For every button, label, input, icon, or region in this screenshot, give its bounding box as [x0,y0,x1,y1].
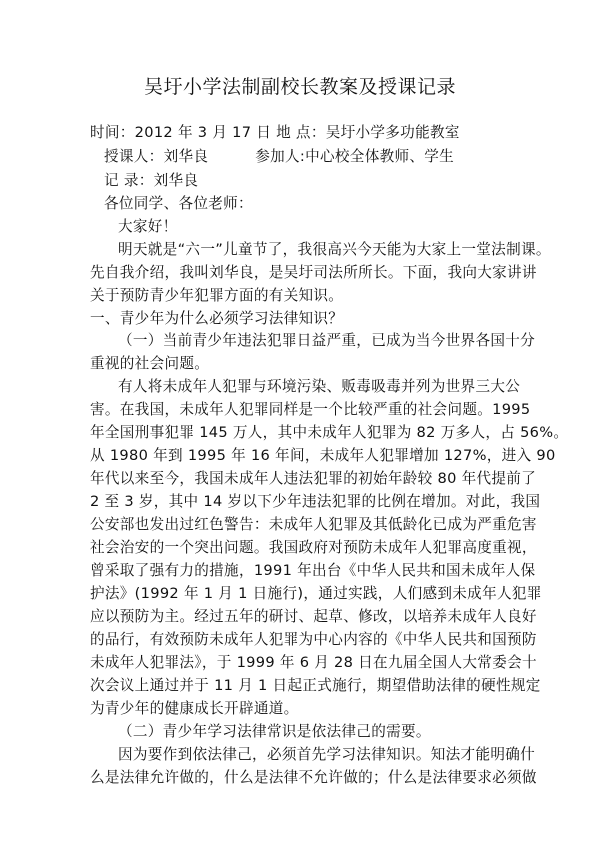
body-line: 护法》(1992 年 1 月 1 日施行)，通过实践，人们感到未成年人犯罪 [90,585,542,602]
meta-participants: 参加人:中心校全体教师、学生 [255,148,455,165]
body-line: 重视的社会问题。 [90,355,210,372]
body-line: 先自我介绍，我叫刘华良，是吴圩司法所所长。下面，我向大家讲讲 [90,264,537,281]
body-line: 应以预防为主。经过五年的研讨、起草、修改，以培养未成年人良好 [90,608,537,625]
body-line: 因为要作到依法律己，必须首先学习法律知识。知法才能明确什 [118,746,536,763]
body-line: 有人将未成年人犯罪与环境污染、贩毒吸毒并列为世界三大公 [118,378,521,395]
body-line: 公安部也发出过红色警告：未成年人犯罪及其低龄化已成为严重危害 [90,516,537,533]
body-line: 年全国刑事犯罪 145 万人，其中未成年人犯罪为 82 万多人，占 56%。 [90,424,569,441]
body-line: 2 至 3 岁，其中 14 岁以下少年违法犯罪的比例在增加。对此，我国 [90,493,541,510]
meta-lecturer: 授课人：刘华良 [104,148,209,165]
body-line: 从 1980 年到 1995 年 16 年间，未成年人犯罪增加 127%，进入 90 [90,447,556,464]
body-line: 年代以来至今，我国未成年人违法犯罪的初始年龄较 80 年代提前了 [90,470,537,487]
meta-time-location [90,123,460,143]
meta-people [104,147,454,167]
body-line: 害。在我国，未成年人犯罪同样是一个比较严重的社会问题。1995 [90,401,531,418]
body-line: 么是法律允许做的，什么是法律不允许做的；什么是法律要求必须做 [90,769,537,786]
subsection-heading: （一）当前青少年违法犯罪日益严重，已成为当今世界各国十分 [118,332,536,349]
greeting: 各位同学、各位老师： [104,195,253,212]
body-line: 关于预防青少年犯罪方面的有关知识。 [90,287,344,304]
page-title: 吴圩小学法制副校长教案及授课记录 [143,76,456,98]
body-line: 的品行，有效预防未成年人犯罪为中心内容的《中华人民共和国预防 [90,631,537,648]
meta-time-text: 时间：2012 年 3 月 17 日 地 点：吴圩小学多功能教室 [90,124,460,141]
body-line: 社会治安的一个突出问题。我国政府对预防未成年人犯罪高度重视， [90,539,537,556]
body-line: 次会议上通过并于 11 月 1 日起正式施行，期望借助法律的硬性规定 [90,677,541,694]
body-line: 未成年人犯罪法》，于 1999 年 6 月 28 日在九届全国人大常委会十 [90,654,537,671]
subsection-heading: （二）青少年学习法律常识是依法律己的需要。 [118,723,431,740]
body-line: 明天就是“六一”儿童节了，我很高兴今天能为大家上一堂法制课。 [118,241,551,258]
body-line: 为青少年的健康成长开辟通道。 [90,700,299,717]
section-heading-1: 一、青少年为什么必须学习法律知识？ [90,310,344,327]
hello: 大家好！ [118,218,178,235]
meta-recorder: 记 录：刘华良 [104,172,199,189]
body-line: 曾采取了强有力的措施，1991 年出台《中华人民共和国未成年人保 [90,562,536,579]
